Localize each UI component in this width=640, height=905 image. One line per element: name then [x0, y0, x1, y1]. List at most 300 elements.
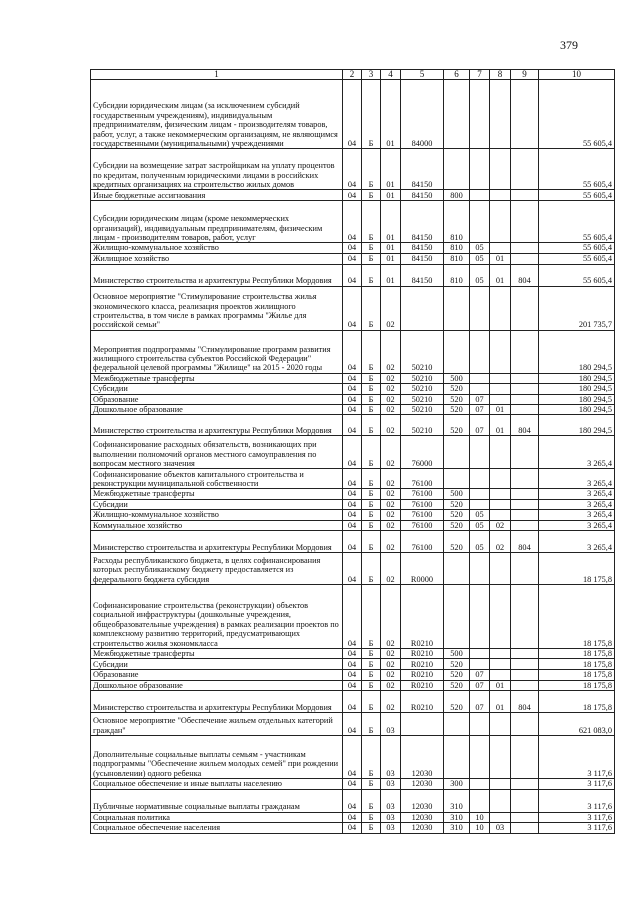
expense-type-code: 810: [444, 243, 470, 253]
subsection-code: 01: [490, 264, 511, 286]
amount-cell: 3 117,6: [539, 812, 615, 822]
col-2-code: 04: [343, 243, 362, 253]
col-4-code: 02: [381, 659, 401, 670]
target-article-code: 12030: [401, 789, 444, 812]
expense-type-code: 310: [444, 789, 470, 812]
amount-cell: 18 175,8: [539, 680, 615, 690]
subsection-code: [490, 489, 511, 499]
target-article-code: 50210: [401, 394, 444, 404]
subsection-code: 01: [490, 405, 511, 415]
expense-type-code: 310: [444, 823, 470, 833]
col-4-code: 01: [381, 253, 401, 264]
column-header-9: 9: [511, 70, 539, 80]
col-4-code: 02: [381, 415, 401, 436]
col-4-code: 02: [381, 373, 401, 383]
col-3-code: Б: [362, 585, 381, 649]
subsection-code: [490, 736, 511, 779]
col-4-code: 02: [381, 436, 401, 469]
subsection-code: [490, 670, 511, 680]
expense-type-code: [444, 553, 470, 585]
expense-type-code: [444, 736, 470, 779]
amount-cell: 180 294,5: [539, 415, 615, 436]
col-3-code: Б: [362, 286, 381, 330]
table-row: [91, 394, 615, 404]
target-article-code: 76100: [401, 520, 444, 530]
expense-type-code: 500: [444, 649, 470, 659]
amount-cell: 55 605,4: [539, 201, 615, 243]
col-3-code: Б: [362, 243, 381, 253]
subsection-code: 01: [490, 415, 511, 436]
table-row: [91, 489, 615, 499]
amount-cell: 180 294,5: [539, 405, 615, 415]
expense-type-code: [444, 436, 470, 469]
amount-cell: 201 735,7: [539, 286, 615, 330]
table-row: [91, 499, 615, 509]
row-description: Субсидии: [91, 499, 343, 509]
section-code: [470, 149, 490, 190]
row-description: Жилищно-коммунальное хозяйство: [91, 243, 343, 253]
amount-cell: 180 294,5: [539, 394, 615, 404]
col-3-code: Б: [362, 330, 381, 373]
amount-cell: 55 605,4: [539, 80, 615, 149]
table-row: [91, 520, 615, 530]
section-code: 05: [470, 520, 490, 530]
ministry-code: [511, 436, 539, 469]
row-description: Образование: [91, 394, 343, 404]
subsection-code: [490, 499, 511, 509]
col-3-code: Б: [362, 190, 381, 201]
ministry-code: [511, 80, 539, 149]
table-row: [91, 736, 615, 779]
row-description: Публичные нормативные социальные выплаты гражданам: [91, 789, 343, 812]
amount-cell: 3 265,4: [539, 489, 615, 499]
col-2-code: 04: [343, 80, 362, 149]
col-3-code: Б: [362, 691, 381, 713]
amount-cell: 18 175,8: [539, 553, 615, 585]
target-article-code: 50210: [401, 330, 444, 373]
expense-type-code: 520: [444, 499, 470, 509]
col-2-code: 04: [343, 384, 362, 394]
amount-cell: 3 117,6: [539, 789, 615, 812]
ministry-code: [511, 469, 539, 489]
expense-type-code: [444, 149, 470, 190]
section-code: 07: [470, 680, 490, 690]
target-article-code: R0210: [401, 659, 444, 670]
target-article-code: 84150: [401, 253, 444, 264]
amount-cell: 3 265,4: [539, 520, 615, 530]
col-2-code: 04: [343, 649, 362, 659]
section-code: [470, 201, 490, 243]
amount-cell: 180 294,5: [539, 330, 615, 373]
subsection-code: 03: [490, 823, 511, 833]
ministry-code: [511, 330, 539, 373]
row-description: Субсидии: [91, 384, 343, 394]
col-4-code: 02: [381, 405, 401, 415]
col-3-code: Б: [362, 789, 381, 812]
row-description: Иные бюджетные ассигнования: [91, 190, 343, 201]
row-description: Софинансирование расходных обязательств, возникающих при выполнении полномочий органов местного самоуправления по вопросам местного значения: [91, 436, 343, 469]
row-description: Расходы республиканского бюджета, в целях софинансирования которых республиканскому бюджету предоставляется из федерального бюджета субсидия: [91, 553, 343, 585]
ministry-code: [511, 736, 539, 779]
expense-type-code: 520: [444, 680, 470, 690]
table-row: [91, 243, 615, 253]
target-article-code: 84150: [401, 190, 444, 201]
column-header-5: 5: [401, 70, 444, 80]
expense-type-code: 520: [444, 510, 470, 520]
row-description: Субсидии на возмещение затрат застройщикам на уплату процентов по кредитам, полученным юридическими лицами в российских кредитных организациях на строительство жилых домов: [91, 149, 343, 190]
col-3-code: Б: [362, 405, 381, 415]
subsection-code: [490, 394, 511, 404]
target-article-code: R0210: [401, 680, 444, 690]
ministry-code: [511, 489, 539, 499]
table-row: [91, 812, 615, 822]
table-row: [91, 373, 615, 383]
expense-type-code: [444, 330, 470, 373]
expense-type-code: [444, 469, 470, 489]
section-code: 05: [470, 243, 490, 253]
ministry-code: [511, 201, 539, 243]
row-description: Министерство строительства и архитектуры Республики Мордовия: [91, 531, 343, 553]
target-article-code: 50210: [401, 415, 444, 436]
ministry-code: [511, 680, 539, 690]
col-2-code: 04: [343, 659, 362, 670]
subsection-code: 02: [490, 520, 511, 530]
target-article-code: 12030: [401, 779, 444, 789]
col-2-code: 04: [343, 415, 362, 436]
expense-type-code: 500: [444, 373, 470, 383]
target-article-code: 76100: [401, 499, 444, 509]
amount-cell: 18 175,8: [539, 585, 615, 649]
section-code: [470, 736, 490, 779]
section-code: 10: [470, 823, 490, 833]
target-article-code: 50210: [401, 384, 444, 394]
row-description: Межбюджетные трансферты: [91, 489, 343, 499]
row-description: Жилищно-коммунальное хозяйство: [91, 510, 343, 520]
section-code: 05: [470, 531, 490, 553]
section-code: [470, 789, 490, 812]
column-header-2: 2: [343, 70, 362, 80]
col-2-code: 04: [343, 789, 362, 812]
section-code: 07: [470, 415, 490, 436]
amount-cell: 3 265,4: [539, 510, 615, 520]
target-article-code: 76100: [401, 510, 444, 520]
expense-type-code: 520: [444, 384, 470, 394]
subsection-code: [490, 779, 511, 789]
ministry-code: [511, 585, 539, 649]
target-article-code: 12030: [401, 736, 444, 779]
target-article-code: 84150: [401, 264, 444, 286]
col-3-code: Б: [362, 649, 381, 659]
section-code: [470, 469, 490, 489]
col-2-code: 04: [343, 823, 362, 833]
row-description: Социальная политика: [91, 812, 343, 822]
amount-cell: 3 265,4: [539, 531, 615, 553]
target-article-code: 50210: [401, 405, 444, 415]
target-article-code: R0000: [401, 553, 444, 585]
subsection-code: [490, 243, 511, 253]
col-2-code: 04: [343, 713, 362, 736]
section-code: [470, 553, 490, 585]
col-3-code: Б: [362, 680, 381, 690]
col-2-code: 04: [343, 520, 362, 530]
table-header: [91, 70, 615, 80]
section-code: [470, 286, 490, 330]
subsection-code: [490, 190, 511, 201]
col-4-code: 02: [381, 394, 401, 404]
table-row: [91, 649, 615, 659]
target-article-code: [401, 713, 444, 736]
table-row: [91, 510, 615, 520]
subsection-code: [490, 201, 511, 243]
row-description: Министерство строительства и архитектуры Республики Мордовия: [91, 415, 343, 436]
col-4-code: 01: [381, 80, 401, 149]
expense-type-code: 520: [444, 691, 470, 713]
col-3-code: Б: [362, 373, 381, 383]
target-article-code: 84150: [401, 243, 444, 253]
target-article-code: 76100: [401, 531, 444, 553]
col-3-code: Б: [362, 713, 381, 736]
target-article-code: [401, 286, 444, 330]
table-row: [91, 789, 615, 812]
section-code: 07: [470, 405, 490, 415]
col-4-code: 02: [381, 520, 401, 530]
target-article-code: 76100: [401, 469, 444, 489]
col-3-code: Б: [362, 201, 381, 243]
col-4-code: 02: [381, 680, 401, 690]
col-3-code: Б: [362, 253, 381, 264]
row-description: Субсидии юридическим лицам (за исключением субсидий государственным учреждениям), индивидуальным предпринимателям, физическим лицам - производителям товаров, работ, услуг, а также некоммерческим организациям, не являющимся государственными (муниципальными) учреждениями: [91, 80, 343, 149]
col-2-code: 04: [343, 436, 362, 469]
col-2-code: 04: [343, 691, 362, 713]
ministry-code: [511, 789, 539, 812]
ministry-code: [511, 149, 539, 190]
row-description: Субсидии юридическим лицам (кроме некоммерческих организаций), индивидуальным предпринимателям, физическим лицам - производителям товаров, работ, услуг: [91, 201, 343, 243]
expense-type-code: 310: [444, 812, 470, 822]
target-article-code: 84150: [401, 201, 444, 243]
table-row: [91, 691, 615, 713]
expense-type-code: 810: [444, 264, 470, 286]
col-3-code: Б: [362, 779, 381, 789]
ministry-code: [511, 823, 539, 833]
table-row: [91, 659, 615, 670]
subsection-code: [490, 585, 511, 649]
amount-cell: 3 265,4: [539, 436, 615, 469]
col-3-code: Б: [362, 384, 381, 394]
col-2-code: 04: [343, 469, 362, 489]
row-description: Дошкольное образование: [91, 680, 343, 690]
section-code: [470, 585, 490, 649]
col-3-code: Б: [362, 80, 381, 149]
section-code: 07: [470, 691, 490, 713]
col-4-code: 01: [381, 149, 401, 190]
col-2-code: 04: [343, 201, 362, 243]
col-2-code: 04: [343, 499, 362, 509]
row-description: Жилищное хозяйство: [91, 253, 343, 264]
column-header-7: 7: [470, 70, 490, 80]
section-code: [470, 190, 490, 201]
col-2-code: 04: [343, 812, 362, 822]
expense-type-code: 520: [444, 531, 470, 553]
row-description: Коммунальное хозяйство: [91, 520, 343, 530]
target-article-code: 76100: [401, 489, 444, 499]
table-row: [91, 330, 615, 373]
col-2-code: 04: [343, 405, 362, 415]
section-code: [470, 649, 490, 659]
amount-cell: 180 294,5: [539, 373, 615, 383]
amount-cell: 3 265,4: [539, 469, 615, 489]
section-code: 10: [470, 812, 490, 822]
col-4-code: 03: [381, 713, 401, 736]
budget-table: [90, 69, 615, 834]
ministry-code: [511, 670, 539, 680]
ministry-code: [511, 713, 539, 736]
section-code: [470, 713, 490, 736]
table-row: [91, 713, 615, 736]
col-2-code: 04: [343, 253, 362, 264]
ministry-code: [511, 394, 539, 404]
row-description: Межбюджетные трансферты: [91, 649, 343, 659]
table-row: [91, 405, 615, 415]
ministry-code: [511, 286, 539, 330]
table-row: [91, 779, 615, 789]
row-description: Межбюджетные трансферты: [91, 373, 343, 383]
col-3-code: Б: [362, 736, 381, 779]
subsection-code: [490, 812, 511, 822]
target-article-code: 12030: [401, 812, 444, 822]
section-code: [470, 80, 490, 149]
ministry-code: 804: [511, 531, 539, 553]
col-3-code: Б: [362, 823, 381, 833]
col-3-code: Б: [362, 264, 381, 286]
amount-cell: 621 083,0: [539, 713, 615, 736]
ministry-code: [511, 243, 539, 253]
expense-type-code: 300: [444, 779, 470, 789]
target-article-code: 12030: [401, 823, 444, 833]
section-code: 07: [470, 394, 490, 404]
col-3-code: Б: [362, 394, 381, 404]
subsection-code: [490, 659, 511, 670]
section-code: [470, 436, 490, 469]
col-2-code: 04: [343, 736, 362, 779]
table-row: [91, 436, 615, 469]
table-row: [91, 670, 615, 680]
col-2-code: 04: [343, 190, 362, 201]
amount-cell: 3 117,6: [539, 736, 615, 779]
col-2-code: 04: [343, 510, 362, 520]
col-3-code: Б: [362, 436, 381, 469]
subsection-code: 02: [490, 531, 511, 553]
target-article-code: 84000: [401, 80, 444, 149]
table-row: [91, 201, 615, 243]
column-header-6: 6: [444, 70, 470, 80]
col-4-code: 03: [381, 789, 401, 812]
col-2-code: 04: [343, 149, 362, 190]
ministry-code: [511, 520, 539, 530]
subsection-code: [490, 713, 511, 736]
column-header-4: 4: [381, 70, 401, 80]
row-description: Софинансирование объектов капитального строительства и реконструкции муниципальной собственности: [91, 469, 343, 489]
table-row: [91, 253, 615, 264]
col-2-code: 04: [343, 286, 362, 330]
expense-type-code: [444, 585, 470, 649]
expense-type-code: 810: [444, 201, 470, 243]
section-code: [470, 330, 490, 373]
col-4-code: 02: [381, 531, 401, 553]
expense-type-code: 520: [444, 394, 470, 404]
target-article-code: 76000: [401, 436, 444, 469]
table-row: [91, 190, 615, 201]
ministry-code: 804: [511, 415, 539, 436]
subsection-code: [490, 649, 511, 659]
section-code: 07: [470, 670, 490, 680]
col-2-code: 04: [343, 489, 362, 499]
table-row: [91, 553, 615, 585]
ministry-code: [511, 499, 539, 509]
table-row: [91, 149, 615, 190]
section-code: 05: [470, 264, 490, 286]
expense-type-code: 520: [444, 415, 470, 436]
subsection-code: [490, 510, 511, 520]
expense-type-code: 520: [444, 520, 470, 530]
section-code: [470, 489, 490, 499]
expense-type-code: [444, 286, 470, 330]
col-4-code: 03: [381, 779, 401, 789]
expense-type-code: 800: [444, 190, 470, 201]
col-3-code: Б: [362, 489, 381, 499]
target-article-code: R0210: [401, 649, 444, 659]
subsection-code: 01: [490, 680, 511, 690]
ministry-code: [511, 190, 539, 201]
table-row: [91, 384, 615, 394]
ministry-code: [511, 553, 539, 585]
table-row: [91, 286, 615, 330]
row-description: Основное мероприятие "Обеспечение жильем отдельных категорий граждан": [91, 713, 343, 736]
amount-cell: 18 175,8: [539, 649, 615, 659]
expense-type-code: [444, 80, 470, 149]
col-2-code: 04: [343, 264, 362, 286]
expense-type-code: 520: [444, 670, 470, 680]
table-row: [91, 531, 615, 553]
section-code: [470, 384, 490, 394]
table-row: [91, 585, 615, 649]
col-4-code: 02: [381, 649, 401, 659]
section-code: [470, 779, 490, 789]
col-4-code: 02: [381, 489, 401, 499]
subsection-code: [490, 149, 511, 190]
col-3-code: Б: [362, 531, 381, 553]
col-4-code: 02: [381, 670, 401, 680]
col-2-code: 04: [343, 779, 362, 789]
col-4-code: 03: [381, 812, 401, 822]
section-code: 05: [470, 253, 490, 264]
amount-cell: 180 294,5: [539, 384, 615, 394]
amount-cell: 55 605,4: [539, 264, 615, 286]
amount-cell: 18 175,8: [539, 691, 615, 713]
ministry-code: [511, 649, 539, 659]
subsection-code: [490, 286, 511, 330]
section-code: [470, 373, 490, 383]
table-body: [91, 80, 615, 833]
amount-cell: 18 175,8: [539, 670, 615, 680]
col-4-code: 02: [381, 286, 401, 330]
subsection-code: 01: [490, 253, 511, 264]
col-3-code: Б: [362, 469, 381, 489]
table-row: [91, 80, 615, 149]
row-description: Социальное обеспечение и иные выплаты населению: [91, 779, 343, 789]
section-code: [470, 659, 490, 670]
ministry-code: 804: [511, 691, 539, 713]
ministry-code: [511, 659, 539, 670]
